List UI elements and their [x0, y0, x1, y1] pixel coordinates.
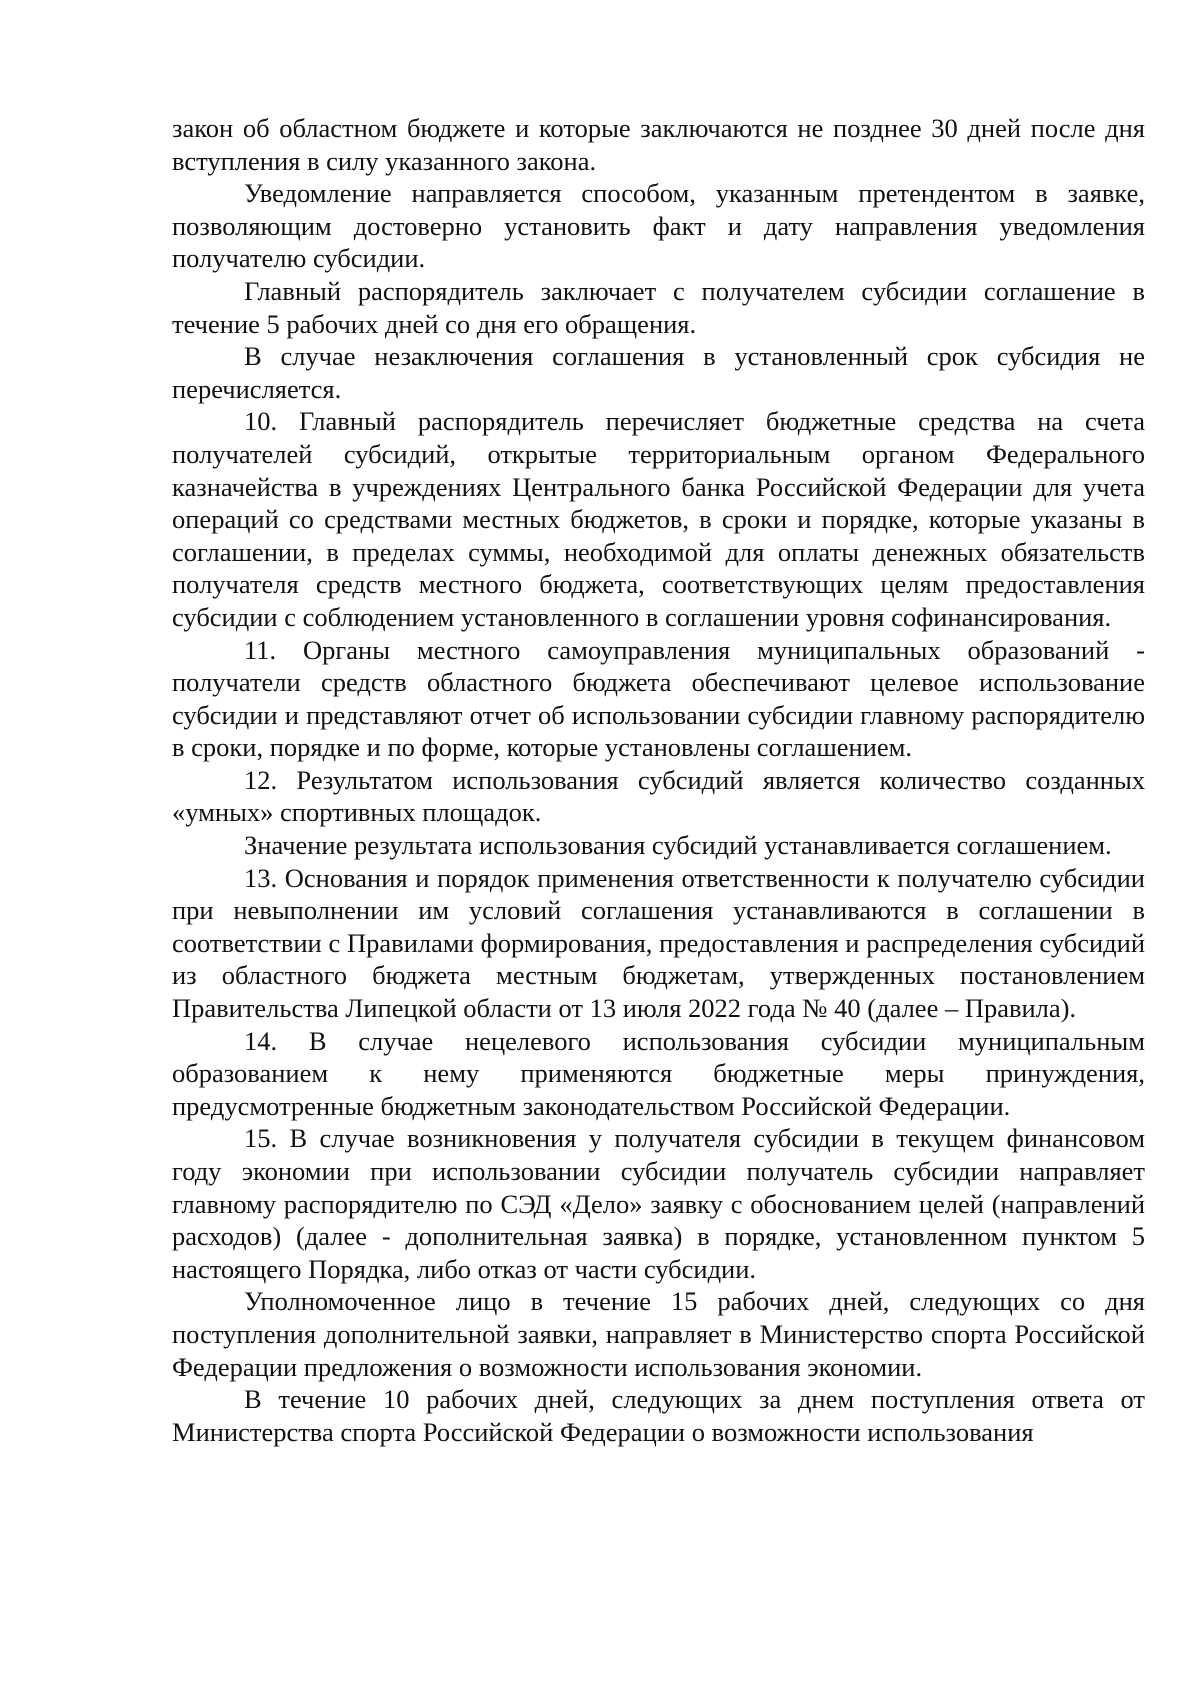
paragraph-13: В течение 10 рабочих дней, следующих за днем поступления ответа от Министерства спорта Российской Федерации о возможности использования: [172, 1384, 1145, 1447]
paragraph-11: 15. В случае возникновения у получателя субсидии в текущем финансовом году экономии при использовании субсидии получатель субсидии направляет главному распорядителю по СЭД «Дело» заявку с обоснованием целей (направлений расходов) (далее - дополнительная заявка) в порядке, установленном пунктом 5 настоящего Порядка, либо отказ от части субсидии.: [172, 1123, 1145, 1284]
paragraph-2: Уведомление направляется способом, указанным претендентом в заявке, позволяющим достоверно установить факт и дату направления уведомления получателю субсидии.: [172, 178, 1145, 274]
document-body: [172, 112, 1145, 1448]
paragraph-5: 10. Главный распорядитель перечисляет бюджетные средства на счета получателей субсидий, открытые территориальным органом Федерального казначейства в учреждениях Центрального банка Российской Федерации для учета операций со средствами местных бюджетов, в сроки и порядке, которые указаны в соглашении, в пределах суммы, необходимой для оплаты денежных обязательств получателя средств местного бюджета, соответствующих целям предоставления субсидии с соблюдением установленного в соглашении уровня софинансирования.: [172, 406, 1145, 632]
paragraph-7: 12. Результатом использования субсидий является количество созданных «умных» спортивных площадок.: [172, 764, 1145, 828]
paragraph-3: Главный распорядитель заключает с получателем субсидии соглашение в течение 5 рабочих дней со дня его обращения.: [172, 275, 1145, 339]
paragraph-9: 13. Основания и порядок применения ответственности к получателю субсидии при невыполнении им условий соглашения устанавливаются в соглашении в соответствии с Правилами формирования, предоставления и распределения субсидий из областного бюджета местным бюджетам, утвержденных постановлением Правительства Липецкой области от 13 июля 2022 года № 40 (далее – Правила).: [172, 862, 1145, 1024]
paragraph-4: В случае незаключения соглашения в установленный срок субсидия не перечисляется.: [172, 341, 1145, 404]
paragraph-8: Значение результата использования субсидий устанавливается соглашением.: [244, 830, 1112, 861]
paragraph-6: 11. Органы местного самоуправления муниципальных образований - получатели средств областного бюджета обеспечивают целевое использование субсидии и представляют отчет об использовании субсидии главному распорядителю в сроки, порядке и по форме, которые установлены соглашением.: [172, 634, 1145, 763]
paragraph-10: 14. В случае нецелевого использования субсидии муниципальным образованием к нему применяются бюджетные меры принуждения, предусмотренные бюджетным законодательством Российской Федерации.: [172, 1025, 1145, 1121]
paragraph-1: закон об областном бюджете и которые заключаются не позднее 30 дней после дня вступления в силу указанного закона.: [172, 113, 1145, 176]
paragraph-12: Уполномоченное лицо в течение 15 рабочих дней, следующих со дня поступления дополнительной заявки, направляет в Министерство спорта Российской Федерации предложения о возможности использования экономии.: [172, 1286, 1145, 1382]
